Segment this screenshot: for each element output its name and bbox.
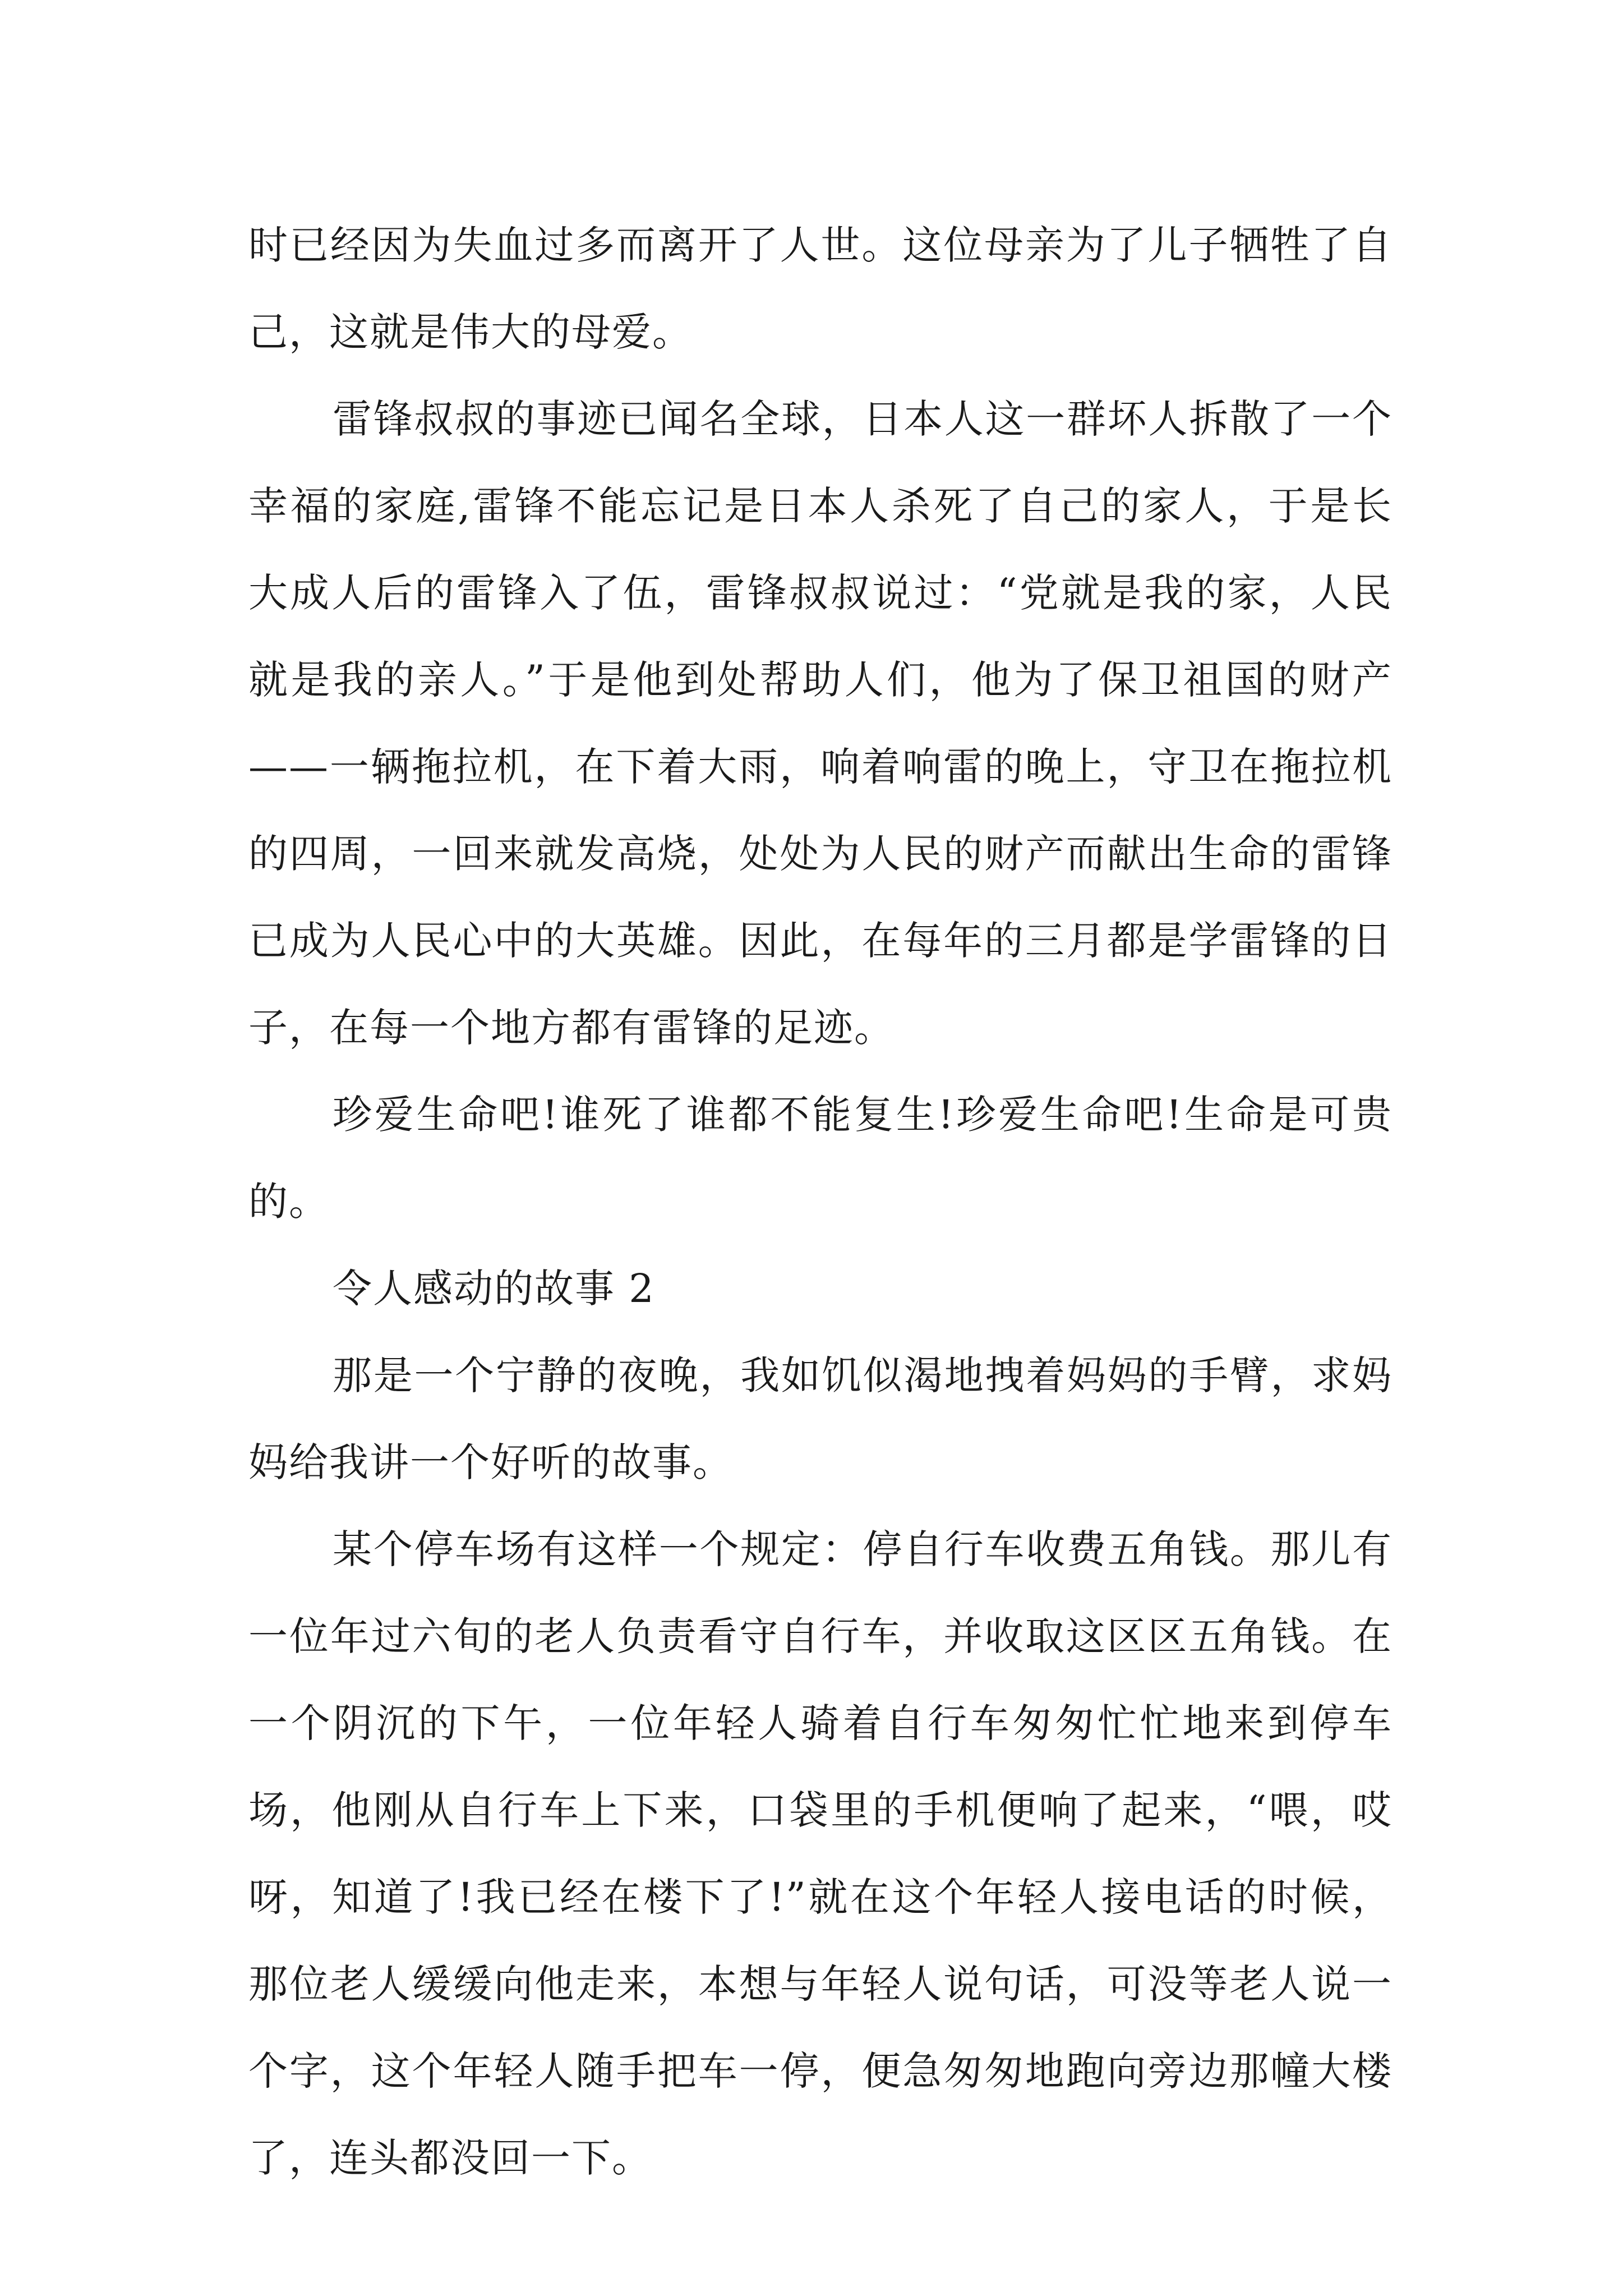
paragraph-cherish-life: 珍爱生命吧!谁死了谁都不能复生!珍爱生命吧!生命是可贵的。 <box>248 1092 1393 1225</box>
paragraph-quiet-night: 那是一个宁静的夜晚，我如饥似渴地拽着妈妈的手臂，求妈妈给我讲一个好听的故事。 <box>248 1352 1393 1485</box>
paragraph-continuation: 时已经因为失血过多而离开了人世。这位母亲为了儿子牺牲了自己，这就是伟大的母爱。 <box>248 222 1393 355</box>
paragraph-parking-lot: 某个停车场有这样一个规定：停自行车收费五角钱。那儿有一位年过六旬的老人负责看守自行车，并收取这区区五角钱。在一个阴沉的下午，一位年轻人骑着自行车匆匆忙忙地来到停车场，他刚从自行车上下来，口袋里的手机便响了起来，“喂，哎呀，知道了!我已经在楼下了!”就在这个年轻人接电话的时候，那位老人缓缓向他走来，本想与年轻人说句话，可没等老人说一个字，这个年轻人随手把车一停，便急匆匆地跑向旁边那幢大楼了，连头都没回一下。 <box>248 1526 1393 2181</box>
section-heading: 令人感动的故事 2 <box>333 1266 655 1312</box>
document-body <box>248 202 1393 2202</box>
paragraph-lei-feng: 雷锋叔叔的事迹已闻名全球，日本人这一群坏人拆散了一个幸福的家庭,雷锋不能忘记是日本人杀死了自己的家人，于是长大成人后的雷锋入了伍，雷锋叔叔说过：“党就是我的家，人民就是我的亲人。”于是他到处帮助人们，他为了保卫祖国的财产——一辆拖拉机，在下着大雨，响着响雷的晚上，守卫在拖拉机的四周，一回来就发高烧，处处为人民的财产而献出生命的雷锋已成为人民心中的大英雄。因此，在每年的三月都是学雷锋的日子，在每一个地方都有雷锋的足迹。 <box>248 396 1393 1051</box>
